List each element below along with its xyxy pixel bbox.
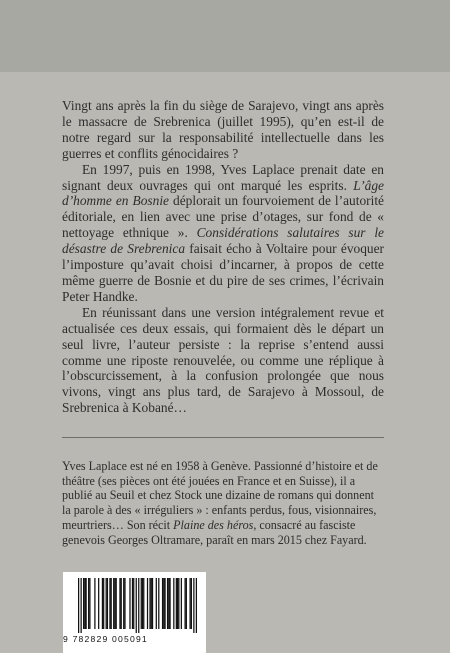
bio-paragraph <box>62 459 384 547</box>
barcode-bar <box>123 578 124 629</box>
barcode-bar <box>81 578 82 633</box>
divider <box>62 437 384 438</box>
barcode-bar <box>141 578 142 629</box>
barcode-bar <box>164 578 165 629</box>
barcode-bar <box>173 578 174 629</box>
barcode-bar <box>116 578 117 629</box>
barcode-bar <box>152 578 153 629</box>
barcode-bar <box>186 578 187 629</box>
barcode-bar <box>178 578 179 629</box>
blurb-paragraph-3: En réunissant dans une version intégralement revue et actualisée ces deux essais, qui formaient dès le départ un seul livre, l’auteur persiste : la reprise s’entend aussi comme une riposte renouvelée, ou comme une réplique à l’obscurcissement, à la confusion prolongée que nous vivons, vingt ans plus tard, de Sarajevo à Mossoul, de Srebrenica à Kobané… <box>62 304 384 416</box>
barcode-bar <box>149 578 150 629</box>
barcode-bar <box>177 578 178 629</box>
barcode-bar <box>189 578 190 629</box>
barcode-bar <box>103 578 104 629</box>
barcode-bar <box>147 578 148 629</box>
barcode-bar <box>132 578 133 629</box>
barcode-bar <box>133 578 134 629</box>
barcode-bar <box>129 578 130 629</box>
barcode-bar <box>94 578 95 629</box>
top-band <box>0 0 450 72</box>
barcode-bar <box>162 578 163 629</box>
barcode-bar <box>114 578 115 629</box>
barcode-bar <box>167 578 168 629</box>
blurb-p2-text-a: En 1997, puis en 1998, Yves Laplace prenait date en signant deux ouvrages qui ont marqué les esprits. <box>62 161 384 193</box>
barcode-bar <box>184 578 185 629</box>
barcode-bar <box>136 578 137 633</box>
blurb <box>62 98 384 416</box>
barcode-bar <box>121 578 122 629</box>
blurb-p2-text-c: faisait écho à Voltaire pour évoquer l’imposture qu’avait choisi d’incarner, à propos de cette même guerre de Bosnie et du pire de ses crimes, l’écrivain Peter Handke. <box>62 241 384 304</box>
barcode-bar <box>84 578 85 629</box>
barcode-bar <box>181 578 182 629</box>
barcode-bar <box>102 578 103 629</box>
barcode-bar <box>196 578 197 633</box>
barcode-bar <box>107 578 108 629</box>
barcode-bar <box>143 578 144 629</box>
bio-text-a: Yves Laplace est né en 1958 à Genève. Passionné d’histoire et de théâtre (ses pièces ont été jouées en France et en Suisse), il a publié au Seuil et chez Stock une dizaine de romans qui donnent la parole à des « irréguliers » : enfants perdus, fous, visionnaires, meurtriers… Son récit <box>62 459 378 532</box>
barcode-bar <box>109 578 110 629</box>
blurb-paragraph-1: Vingt ans après la fin du siège de Sarajevo, vingt ans après le massacre de Srebrenica (juillet 1995), qu’en est-il de notre regard sur la responsabilité intellectuelle dans les guerres et conflits génocidaires ? <box>62 98 384 161</box>
barcode-bar <box>113 578 114 629</box>
blurb-p2-text-b: déplorait un fourvoiement de l’autorité éditoriale, en lien avec une prise d’otages, sur fond de « nettoyage ethnique ». <box>62 193 384 241</box>
barcode-bar <box>86 578 87 629</box>
barcode-bar <box>158 578 159 629</box>
barcode-bar <box>163 578 164 629</box>
barcode-bar <box>193 578 194 633</box>
author-bio <box>62 459 384 547</box>
barcode-bar <box>169 578 170 629</box>
barcode-bar <box>191 578 192 629</box>
barcode-bar <box>83 578 84 629</box>
barcode-bar <box>156 578 157 629</box>
barcode-bar <box>138 578 139 633</box>
barcode-bar <box>151 578 152 629</box>
barcode-bar <box>176 578 177 629</box>
barcode-icon <box>69 578 199 633</box>
barcode-bar <box>88 578 89 629</box>
bio-text-b: , consacré au fasciste genevois Georges Oltramare, paraît en mars 2015 chez Fayard. <box>62 517 367 547</box>
book-title-considerations: Considérations salutaires sur le désastre de Srebrenica <box>62 225 384 257</box>
book-title-plaine: Plaine des héros <box>173 517 254 532</box>
book-title-age-homme: L’âge d’homme en Bosnie <box>62 177 384 209</box>
barcode-bar <box>142 578 143 629</box>
barcode-bar <box>78 578 79 633</box>
barcode-bar <box>106 578 107 629</box>
isbn-number: 9 782829 005091 <box>63 634 148 644</box>
barcode-bar <box>119 578 120 629</box>
blurb-paragraph-2 <box>62 162 384 305</box>
barcode-bar <box>98 578 99 629</box>
barcode-bar <box>111 578 112 629</box>
barcode-bar <box>168 578 169 629</box>
barcode-bar <box>89 578 90 629</box>
barcode-bar <box>124 578 125 629</box>
barcode-box <box>63 572 206 653</box>
